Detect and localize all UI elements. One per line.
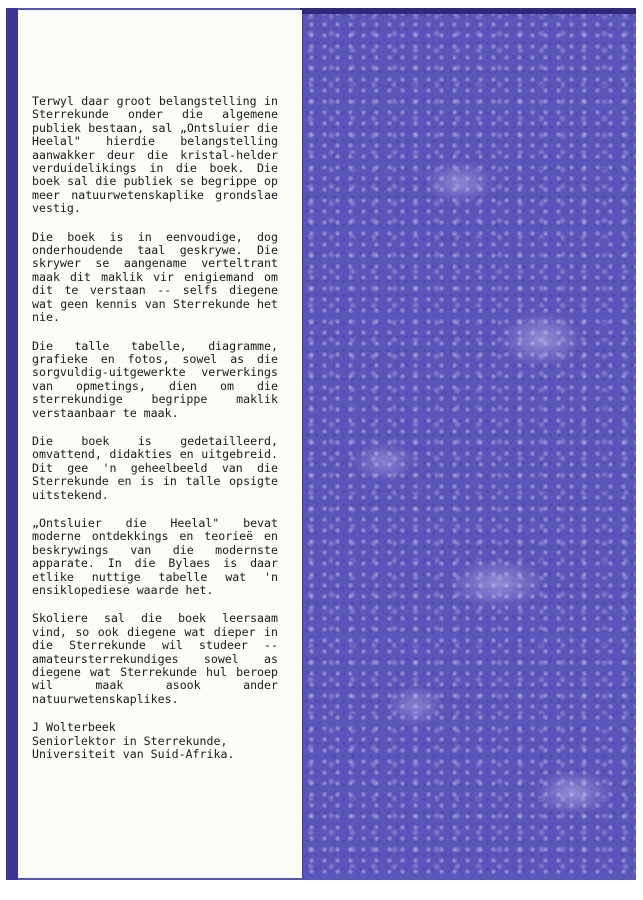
blurb-text bbox=[32, 95, 278, 761]
signature-title: Seniorlektor in Sterrekunde, bbox=[32, 733, 228, 748]
blurb-paragraph-6: Skoliere sal die boek leersaam vind, so ook diegene wat dieper in die Sterrekunde wil studeer -- amateursterrekundiges sowel as diegene wat Sterrekunde hul beroep wil maak asook ander natuurwetenskaplikes. bbox=[32, 611, 278, 706]
cover-left-edge bbox=[6, 8, 18, 880]
blurb-paragraph-1: Terwyl daar groot belangstelling in Sterrekunde onder die algemene publiek bestaan, sal „Ontsluier die Heelal" hierdie belangstelling aanwakker deur die kristal-helder verduidelikings in die boek. Die boek sal die publiek se begrippe op meer natuurwetenskaplike grondslae vestig. bbox=[32, 94, 278, 216]
cover-top-edge bbox=[300, 8, 636, 14]
blurb-paragraph-5: „Ontsluier die Heelal" bevat moderne ontdekkings en teorieë en beskrywings van die modernste apparate. In die Bylaes is daar etlike nuttige tabelle wat 'n ensiklopediese waarde het. bbox=[32, 515, 278, 597]
signature-name: J Wolterbeek bbox=[32, 720, 116, 735]
blurb-paragraph-3: Die talle tabelle, diagramme, grafieke en fotos, sowel as die sorgvuldig-uitgewerkte verwerkings van opmetings, dien om die sterrekundige begrippe maklik verstaanbaar te maak. bbox=[32, 338, 278, 420]
signature-block bbox=[32, 721, 278, 761]
blurb-paragraph-4: Die boek is gedetailleerd, omvattend, didakties en uitgebreid. Dit gee 'n geheelbeeld van die Sterrekunde en is in talle opsigte uitstekend. bbox=[32, 433, 278, 502]
blurb-paragraph-2: Die boek is in eenvoudige, dog onderhoudende taal geskrywe. Die skrywer se aangename verteltrant maak dit maklik vir enigiemand om dit te verstaan -- selfs diegene wat geen kennis van Sterrekunde het nie. bbox=[32, 229, 278, 325]
signature-institution: Universiteit van Suid-Afrika. bbox=[32, 747, 235, 762]
